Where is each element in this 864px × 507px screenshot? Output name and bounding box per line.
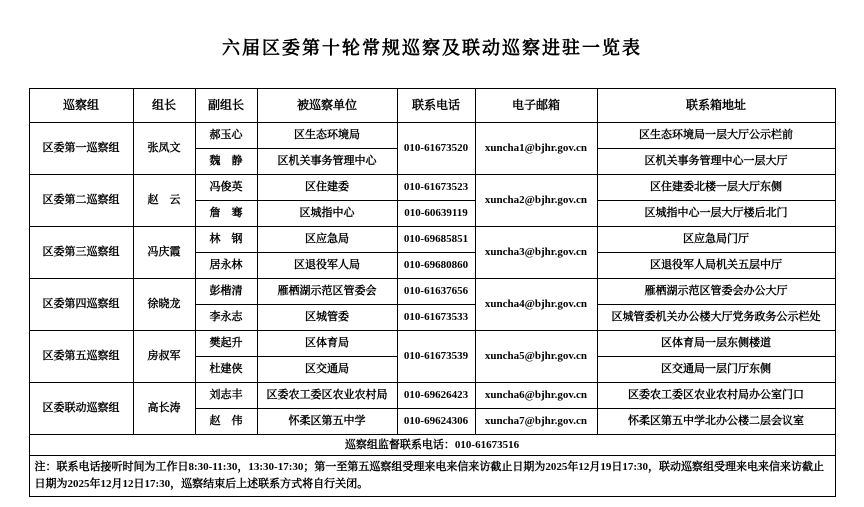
phone-cell: 010-69685851 (397, 227, 475, 253)
address-cell: 区退役军人局机关五层中厅 (597, 253, 835, 279)
leader-cell: 高长涛 (133, 383, 195, 435)
address-cell: 区生态环境局一层大厅公示栏前 (597, 123, 835, 149)
deputy-cell: 郝玉心 (195, 123, 257, 149)
page-title: 六届区委第十轮常规巡察及联动巡察进驻一览表 (222, 38, 642, 58)
footnote-row (29, 456, 835, 497)
unit-cell: 区应急局 (257, 227, 397, 253)
deputy-cell: 赵 伟 (195, 409, 257, 435)
table-row (29, 175, 835, 201)
unit-cell: 怀柔区第五中学 (257, 409, 397, 435)
phone-cell: 010-61673523 (397, 175, 475, 201)
address-cell: 区体育局一层东侧楼道 (597, 331, 835, 357)
phone-cell: 010-61673533 (397, 305, 475, 331)
header-leader: 组长 (133, 89, 195, 123)
address-cell: 区委农工委区农业农村局办公室门口 (597, 383, 835, 409)
unit-cell: 区退役军人局 (257, 253, 397, 279)
header-unit: 被巡察单位 (257, 89, 397, 123)
email-cell: xuncha3@bjhr.gov.cn (475, 227, 597, 279)
header-phone: 联系电话 (397, 89, 475, 123)
table-row (29, 331, 835, 357)
deputy-cell: 樊起升 (195, 331, 257, 357)
table-header-row (29, 89, 835, 123)
address-cell: 区住建委北楼一层大厅东侧 (597, 175, 835, 201)
inspection-roster-table (29, 88, 836, 497)
address-cell: 区机关事务管理中心一层大厅 (597, 149, 835, 175)
phone-cell: 010-69626423 (397, 383, 475, 409)
deputy-cell: 李永志 (195, 305, 257, 331)
deputy-cell: 冯俊英 (195, 175, 257, 201)
email-cell: xuncha1@bjhr.gov.cn (475, 123, 597, 175)
table-row (29, 227, 835, 253)
deputy-cell: 彭楷清 (195, 279, 257, 305)
phone-cell: 010-61637656 (397, 279, 475, 305)
email-cell: xuncha5@bjhr.gov.cn (475, 331, 597, 383)
unit-cell: 雁栖湖示范区管委会 (257, 279, 397, 305)
table-row (29, 383, 835, 409)
leader-cell: 房叔军 (133, 331, 195, 383)
header-address: 联系箱地址 (597, 89, 835, 123)
deputy-cell: 詹 骞 (195, 201, 257, 227)
address-cell: 区城管委机关办公楼大厅党务政务公示栏处 (597, 305, 835, 331)
unit-cell: 区机关事务管理中心 (257, 149, 397, 175)
unit-cell: 区生态环境局 (257, 123, 397, 149)
phone-cell: 010-61673539 (397, 331, 475, 383)
email-cell: xuncha6@bjhr.gov.cn (475, 383, 597, 409)
leader-cell: 冯庆霞 (133, 227, 195, 279)
table-row (29, 279, 835, 305)
phone-cell: 010-61673520 (397, 123, 475, 175)
address-cell: 区交通局一层门厅东侧 (597, 357, 835, 383)
supervision-phone-row (29, 435, 835, 456)
group-name-cell: 区委第四巡察组 (29, 279, 133, 331)
deputy-cell: 林 钢 (195, 227, 257, 253)
unit-cell: 区城管委 (257, 305, 397, 331)
unit-cell: 区城指中心 (257, 201, 397, 227)
email-cell: xuncha2@bjhr.gov.cn (475, 175, 597, 227)
email-cell: xuncha4@bjhr.gov.cn (475, 279, 597, 331)
group-name-cell: 区委第一巡察组 (29, 123, 133, 175)
header-deputy: 副组长 (195, 89, 257, 123)
address-cell: 雁栖湖示范区管委会办公大厅 (597, 279, 835, 305)
address-cell: 怀柔区第五中学北办公楼二层会议室 (597, 409, 835, 435)
group-name-cell: 区委第五巡察组 (29, 331, 133, 383)
unit-cell: 区交通局 (257, 357, 397, 383)
leader-cell: 赵 云 (133, 175, 195, 227)
deputy-cell: 居永林 (195, 253, 257, 279)
unit-cell: 区体育局 (257, 331, 397, 357)
address-cell: 区城指中心一层大厅楼后北门 (597, 201, 835, 227)
leader-cell: 徐晓龙 (133, 279, 195, 331)
phone-cell: 010-69680860 (397, 253, 475, 279)
deputy-cell: 刘志丰 (195, 383, 257, 409)
deputy-cell: 魏 静 (195, 149, 257, 175)
table-row (29, 123, 835, 149)
header-email: 电子邮箱 (475, 89, 597, 123)
deputy-cell: 杜建侠 (195, 357, 257, 383)
group-name-cell: 区委第三巡察组 (29, 227, 133, 279)
group-name-cell: 区委联动巡察组 (29, 383, 133, 435)
phone-cell: 010-60639119 (397, 201, 475, 227)
phone-cell: 010-69624306 (397, 409, 475, 435)
email-cell: xuncha7@bjhr.gov.cn (475, 409, 597, 435)
supervision-phone-text: 巡察组监督联系电话：010-61673516 (29, 435, 835, 456)
footnote-text: 注：联系电话接听时间为工作日8:30-11:30，13:30-17:30；第一至第五巡察组受理来电来信来访截止日期为2025年12月19日17:30，联动巡察组受理来电来信来访截止日期为2025年12月12日17:30，巡察结束后上述联系方式将自行关闭。 (29, 456, 835, 497)
leader-cell: 张凤文 (133, 123, 195, 175)
unit-cell: 区住建委 (257, 175, 397, 201)
address-cell: 区应急局门厅 (597, 227, 835, 253)
unit-cell: 区委农工委区农业农村局 (257, 383, 397, 409)
header-group: 巡察组 (29, 89, 133, 123)
group-name-cell: 区委第二巡察组 (29, 175, 133, 227)
